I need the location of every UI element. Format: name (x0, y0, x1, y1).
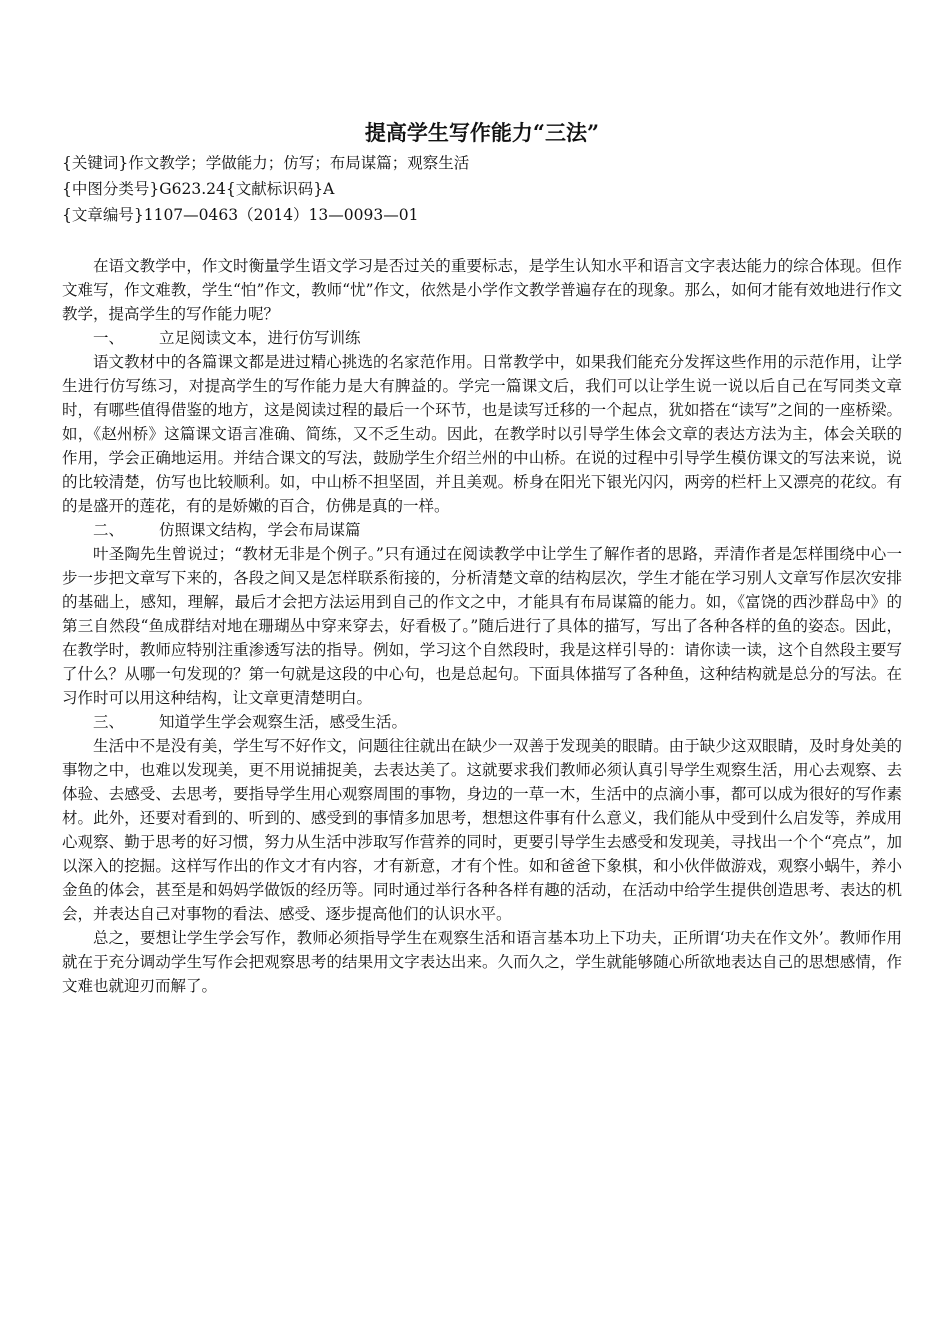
intro-paragraph: 在语文教学中，作文时衡量学生语文学习是否过关的重要标志，是学生认知水平和语言文字表达能力的综合体现。但作文难写，作文难教，学生“怕”作文，教师“忧”作文，依然是小学作文教学普遍存在的现象。那么，如何才能有效地进行作文教学，提高学生的写作能力呢？ (62, 257, 902, 323)
section-number: 三、 (93, 713, 125, 731)
section-heading-1 (62, 326, 902, 350)
conclusion-paragraph: 总之，要想让学生学会写作，教师必须指导学生在观察生活和语言基本功上下功夫，正所谓‘功夫在作文外’。教师作用就在于充分调动学生写作会把观察思考的结果用文字表达出来。久而久之，学生就能够随心所欲地表达自己的思想感情，作文难也就迎刃而解了。 (62, 929, 902, 995)
section-heading-text: 立足阅读文本，进行仿写训练 (159, 329, 361, 347)
article-number-line: {文章编号}1107—0463（2014）13—0093—01 (62, 206, 419, 224)
section-heading-text: 仿照课文结构，学会布局谋篇 (159, 521, 361, 539)
section-body-1: 语文教材中的各篇课文都是进过精心挑选的名家范作用。日常教学中，如果我们能充分发挥这些作用的示范作用，让学生进行仿写练习，对提高学生的写作能力是大有脾益的。学完一篇课文后，我们可以让学生说一说以后自己在写同类文章时，有哪些值得借鉴的地方，这是阅读过程的最后一个环节，也是读写迁移的一个起点，犹如搭在“读写”之间的一座桥梁。如，《赵州桥》这篇课文语言准确、简练，又不乏生动。因此，在教学时以引导学生体会文章的表达方法为主，体会关联的作用，学会正确地运用。并结合课文的写法，鼓励学生介绍兰州的中山桥。在说的过程中引导学生模仿课文的写法来说，说的比较清楚，仿写也比较顺利。如，中山桥不担坚固，并且美观。桥身在阳光下银光闪闪，两旁的栏杆上又漂亮的花纹。有的是盛开的莲花，有的是娇嫩的百合，仿佛是真的一样。 (62, 353, 902, 515)
blank-line (62, 228, 902, 254)
classification-line: {中图分类号}G623.24{文献标识码}A (62, 180, 335, 198)
section-heading-2 (62, 518, 902, 542)
section-body-2: 叶圣陶先生曾说过；“教材无非是个例子。”只有通过在阅读教学中让学生了解作者的思路，弄清作者是怎样围绕中心一步一步把文章写下来的，各段之间又是怎样联系衔接的，分析清楚文章的结构层次，学生才能在学习别人文章写作层次安排的基础上，感知，理解，最后才会把方法运用到自己的作文之中，才能具有布局谋篇的能力。如，《富饶的西沙群岛中》的第三自然段“鱼成群结对地在珊瑚丛中穿来穿去，好看极了。”随后进行了具体的描写，写出了各种各样的鱼的姿态。因此，在教学时，教师应特别注重渗透写法的指导。例如，学习这个自然段时，我是这样引导的：请你读一读，这个自然段主要写了什么？从哪一句发现的？第一句就是这段的中心句，也是总起句。下面具体描写了各种鱼，这种结构就是总分的写法。在习作时可以用这种结构，让文章更清楚明白。 (62, 545, 902, 707)
document-title: 提高学生写作能力“三法” (364, 120, 600, 145)
section-body-3: 生活中不是没有美，学生写不好作文，问题往往就出在缺少一双善于发现美的眼睛。由于缺少这双眼睛，及时身处美的事物之中，也难以发现美，更不用说捕捉美，去表达美了。这就要求我们教师必须认真引导学生观察生活，用心去观察、去体验、去感受、去思考，要指导学生用心观察周围的事物，身边的一草一木，生活中的点滴小事，都可以成为很好的写作素材。此外，还要对看到的、听到的、感受到的事情多加思考，想想这件事有什么意义，我们能从中受到什么启发等，养成用心观察、勤于思考的好习惯，努力从生活中涉取写作营养的同时，更要引导学生去感受和发现美，寻找出一个个“亮点”，加以深入的挖掘。这样写作出的作文才有内容，才有新意，才有个性。如和爸爸下象棋，和小伙伴做游戏，观察小蜗牛，养小金鱼的体会，甚至是和妈妈学做饭的经历等。同时通过举行各种各样有趣的活动，在活动中给学生提供创造思考、表达的机会，并表达自己对事物的看法、感受、逐步提高他们的认识水平。 (62, 737, 902, 923)
keywords-line: {关键词}作文教学；学做能力；仿写；布局谋篇；观察生活 (62, 154, 470, 172)
section-heading-text: 知道学生学会观察生活，感受生活。 (159, 713, 408, 731)
section-number: 二、 (93, 521, 125, 539)
document-page (62, 118, 902, 998)
section-heading-3 (62, 710, 902, 734)
section-number: 一、 (93, 329, 125, 347)
